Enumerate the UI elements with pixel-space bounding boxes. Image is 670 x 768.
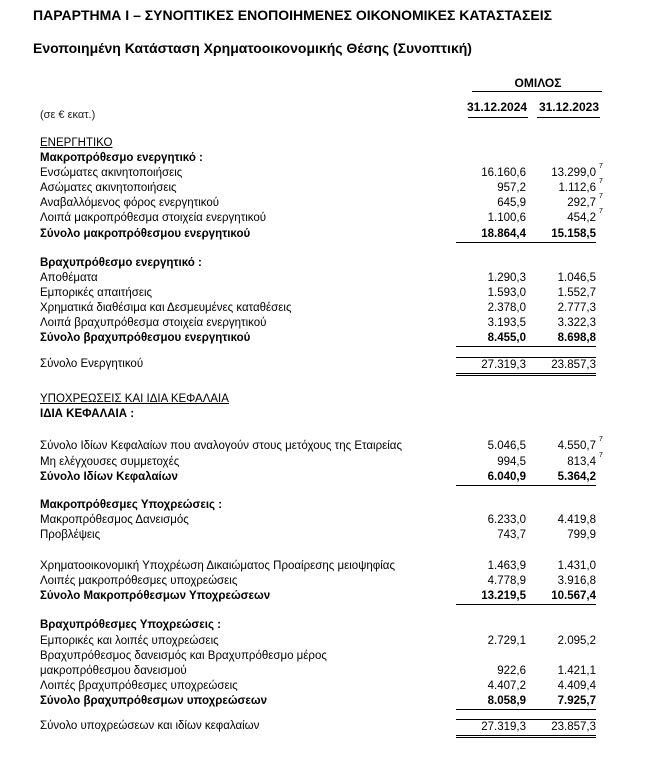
footnote-marker: 7 (599, 452, 603, 459)
row-label: Σύνολο υποχρεώσεων και ιδίων κεφαλαίων (40, 720, 260, 732)
value-2023: 4.550,7 (557, 440, 596, 452)
value-2023: 1.431,0 (557, 560, 596, 572)
row-label: Σύνολο Μακροπρόθεσμων Υποχρεώσεων (40, 590, 271, 602)
row-label: Αναβαλλόμενος φόρος ενεργητικού (40, 197, 220, 209)
value-2023: 2.095,2 (557, 635, 596, 647)
value-2023: 292,7 (567, 197, 596, 209)
row-label: Σύνολο Ενεργητικού (40, 358, 144, 370)
value-2023: 13.299,0 (551, 167, 596, 179)
value-2023: 1.046,5 (557, 272, 596, 284)
value-2023: 2.777,3 (557, 302, 596, 314)
value-2024: 16.160,6 (481, 167, 526, 179)
row-label: Λοιπά μακροπρόθεσμα στοιχεία ενεργητικού (40, 212, 267, 224)
line-item-row (0, 528, 670, 543)
page-subtitle: Ενοποιημένη Κατάσταση Χρηματοοικονομικής Θέσης (Συνοπτική) (33, 40, 472, 56)
value-2023: 3.916,8 (557, 575, 596, 587)
row-label: Χρηματοοικονομική Υποχρέωση Δικαιώματος Προαίρεσης μειοψηφίας (40, 560, 396, 572)
row-label: Μακροπρόθεσμος Δανεισμός (40, 514, 189, 526)
value-2024: 1.593,0 (487, 287, 526, 299)
subsection-heading (0, 618, 670, 633)
row-label: Αποθέματα (40, 272, 98, 284)
line-item-row (0, 634, 670, 649)
line-item-row (0, 163, 670, 181)
section-heading (0, 136, 670, 151)
line-item-row (0, 316, 670, 331)
value-2023: 10.567,4 (526, 589, 596, 605)
value-2024: 27.319,3 (456, 357, 526, 376)
total-row (0, 589, 670, 604)
value-2024: 4.407,2 (487, 680, 526, 692)
row-label: Σύνολο βραχυπρόθεσμου ενεργητικού (40, 332, 251, 344)
value-2023: 454,2 (567, 212, 596, 224)
value-2023: 23.857,3 (526, 357, 596, 376)
subsection-heading (0, 256, 670, 271)
value-2024: 8.455,0 (456, 331, 526, 347)
footnote-marker: 7 (599, 436, 603, 443)
page-title: ΠΑΡΑΡΤΗΜΑ Ι – ΣΥΝΟΠΤΙΚΕΣ ΕΝΟΠΟΙΗΜΕΝΕΣ ΟΙΚΟΝΟΜΙΚΕΣ ΚΑΤΑΣΤΑΣΕΙΣ (33, 7, 553, 23)
section-heading (0, 392, 670, 407)
value-2024: 2.729,1 (487, 635, 526, 647)
line-item-row (0, 208, 670, 226)
row-label: Σύνολο Ιδίων Κεφαλαίων που αναλογούν στους μετόχους της Εταιρείας (40, 440, 402, 452)
total-row (0, 331, 670, 346)
value-2024: 1.463,9 (487, 560, 526, 572)
value-2023: 1.112,6 (558, 182, 596, 194)
value-2023: 7.925,7 (526, 694, 596, 710)
value-2024: 6.233,0 (487, 514, 526, 526)
line-item-row (0, 513, 670, 528)
line-item-row (0, 559, 670, 574)
footnote-marker: 7 (599, 208, 603, 215)
line-item-row (0, 271, 670, 286)
value-2023: 4.409,4 (557, 680, 596, 692)
value-2024: 8.058,9 (456, 694, 526, 710)
subsection-heading (0, 498, 670, 513)
footnote-marker: 7 (599, 163, 603, 170)
value-2024: 994,5 (497, 456, 526, 468)
row-label: Προβλέψεις (40, 529, 101, 541)
value-2024: 3.193,5 (487, 317, 526, 329)
row-label: (σε € εκατ.) (40, 109, 96, 121)
line-item-row (0, 664, 670, 679)
row-label: Μακροπρόθεσμο ενεργητικό : (40, 152, 203, 164)
value-2024: 1.290,3 (487, 272, 526, 284)
value-2024: 2.378,0 (487, 302, 526, 314)
row-label: Χρηματικά διαθέσιμα και Δεσμευμένες καταθέσεις (40, 302, 292, 314)
row-label: Ενσώματες ακινητοποιήσεις (40, 167, 183, 179)
value-2024: 957,2 (497, 182, 526, 194)
line-item-row (0, 452, 670, 470)
value-2024: 922,6 (497, 665, 526, 677)
total-row (0, 357, 670, 372)
row-label: Ασώματες ακινητοποιήσεις (40, 182, 177, 194)
value-2024: 6.040,9 (456, 470, 526, 486)
row-label: Σύνολο μακροπρόθεσμου ενεργητικού (40, 228, 251, 240)
line-item-row (0, 436, 670, 454)
total-row (0, 227, 670, 242)
subsection-heading (0, 407, 670, 422)
group-header-rule (472, 91, 602, 92)
row-label: Βραχυπρόθεσμο ενεργητικό : (40, 257, 202, 269)
row-label: Σύνολο Ιδίων Κεφαλαίων (40, 471, 178, 483)
row-label: Βραχυπρόθεσμες Υποχρεώσεις : (40, 619, 221, 631)
row-label: ΙΔΙΑ ΚΕΦΑΛΑΙΑ : (40, 408, 135, 420)
column-header-2023: 31.12.2023 (538, 100, 599, 114)
value-2023: 799,9 (567, 529, 596, 541)
line-item-row (0, 574, 670, 589)
line-item-row (0, 178, 670, 196)
row-label: Σύνολο βραχυπρόθεσμων υποχρεώσεων (40, 695, 267, 707)
value-2023: 813,4 (567, 456, 596, 468)
row-label: Μακροπρόθεσμες Υποχρεώσεις : (40, 499, 223, 511)
value-2023: 3.322,3 (557, 317, 596, 329)
total-row (0, 470, 670, 485)
row-label: Λοιπά βραχυπρόθεσμα στοιχεία ενεργητικού (40, 317, 267, 329)
group-column-header: ΟΜΙΛΟΣ (514, 76, 562, 90)
value-2023: 1.421,1 (557, 665, 596, 677)
total-row (0, 694, 670, 709)
value-2024: 743,7 (497, 529, 526, 541)
row-label: ΕΝΕΡΓΗΤΙΚΟ (40, 137, 113, 149)
row-label: Βραχυπρόθεσμος δανεισμός και Βραχυπρόθεσμο μέρος (40, 650, 327, 662)
value-2024: 4.778,9 (487, 575, 526, 587)
row-label: ΥΠΟΧΡΕΩΣΕΙΣ ΚΑΙ ΙΔΙΑ ΚΕΦΑΛΑΙΑ (40, 393, 229, 405)
row-label: Λοιπές βραχυπρόθεσμες υποχρεώσεις (40, 680, 238, 692)
value-2023: 8.698,8 (526, 331, 596, 347)
line-item-row (0, 193, 670, 211)
value-2024: 1.100,6 (487, 212, 526, 224)
row-label: Εμπορικές και λοιπές υποχρεώσεις (40, 635, 219, 647)
value-2024: 645,9 (497, 197, 526, 209)
line-item-row (0, 679, 670, 694)
value-2024: 18.864,4 (456, 227, 526, 243)
value-2023: 15.158,5 (526, 227, 596, 243)
value-2023: 23.857,3 (526, 719, 596, 738)
value-2024: 5.046,5 (487, 440, 526, 452)
total-row (0, 719, 670, 734)
footnote-marker: 7 (599, 193, 603, 200)
row-label: Λοιπές μακροπρόθεσμες υποχρεώσεις (40, 575, 238, 587)
row-label: μακροπρόθεσμου δανεισμού (40, 665, 187, 677)
value-2024: 27.319,3 (456, 719, 526, 738)
subsection-heading (0, 151, 670, 166)
value-2023: 5.364,2 (526, 470, 596, 486)
row-label: Μη ελέγχουσες συμμετοχές (40, 456, 180, 468)
line-item-row (0, 286, 670, 301)
units-note (0, 108, 670, 123)
column-header-2024: 31.12.2024 (467, 100, 528, 114)
row-label: Εμπορικές απαιτήσεις (40, 287, 153, 299)
value-2024: 13.219,5 (456, 589, 526, 605)
line-item-row (0, 649, 670, 664)
line-item-row (0, 301, 670, 316)
value-2023: 4.419,8 (557, 514, 596, 526)
footnote-marker: 7 (599, 178, 603, 185)
value-2023: 1.552,7 (557, 287, 596, 299)
